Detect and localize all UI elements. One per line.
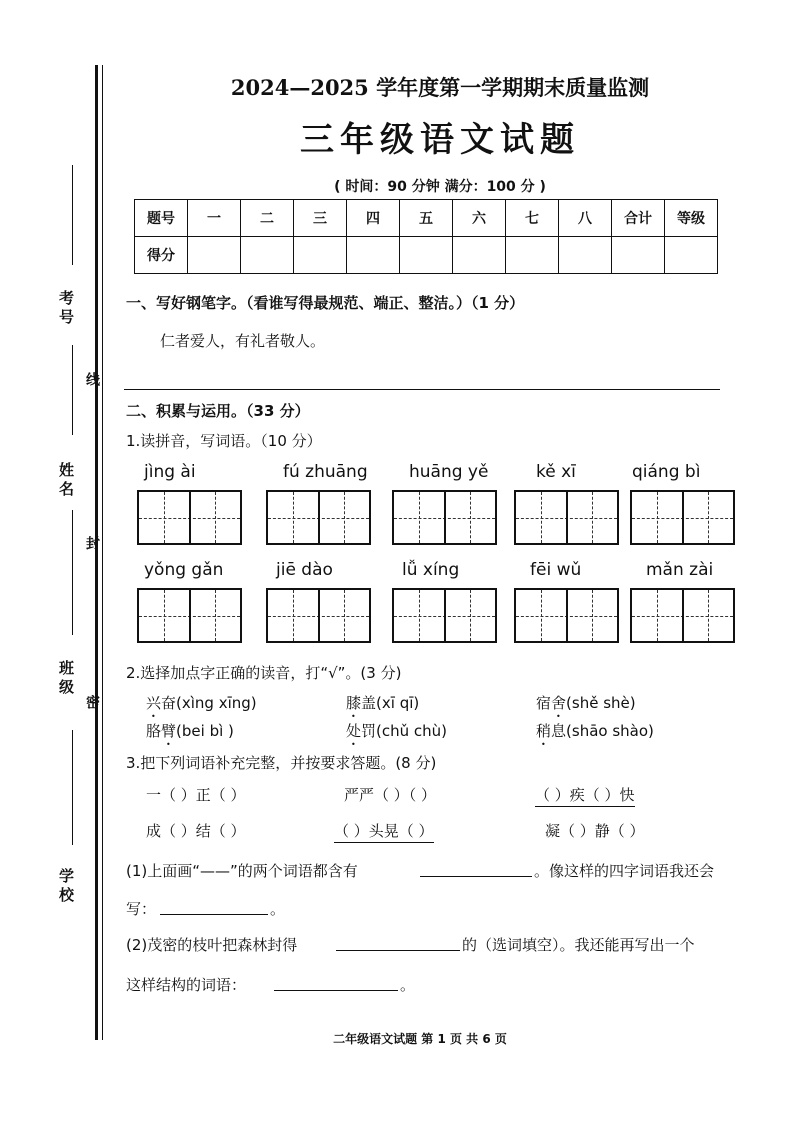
idiom-blank[interactable]: 成（ ）结（ ） xyxy=(146,822,246,840)
pinyin: fēi wǔ xyxy=(530,560,582,580)
q3-part1-write-label: 写： xyxy=(126,900,157,918)
q2-item[interactable]: 宿舍(shě shè) xyxy=(536,694,636,712)
score-header-cell: 七 xyxy=(506,200,559,237)
mark-line: 线 xyxy=(84,372,100,386)
q2-item[interactable]: 膝盖(xī qī) xyxy=(346,694,420,712)
score-header-cell: 合计 xyxy=(612,200,665,237)
q2-item[interactable]: 兴奋(xìng xīng) xyxy=(146,694,257,712)
score-header-cell: 五 xyxy=(400,200,453,237)
dotted-char: 处 xyxy=(346,722,362,740)
writing-grid[interactable] xyxy=(137,490,242,545)
score-table xyxy=(134,199,718,274)
q1-heading: 1.读拼音，写词语。（10 分） xyxy=(126,432,322,450)
answer-blank[interactable] xyxy=(274,990,398,991)
q3-part2-suffix: 的（选词填空）。我还能再写出一个 xyxy=(462,936,695,954)
exam-subject-title: 三年级语文试题 xyxy=(300,120,580,160)
pinyin: yǒng gǎn xyxy=(144,560,224,580)
dotted-char: 臂 xyxy=(161,722,177,740)
section1-copy-text: 仁者爱人，有礼者敬人。 xyxy=(160,332,326,350)
score-header-cell: 题号 xyxy=(135,200,188,237)
score-cell[interactable] xyxy=(559,237,612,274)
section1-heading: 一、写好钢笔字。（看谁写得最规范、端正、整洁。）（1 分） xyxy=(126,294,525,312)
score-cell[interactable] xyxy=(400,237,453,274)
writing-grid[interactable] xyxy=(392,490,497,545)
q3-part1-prefix: (1)上面画“——”的两个词语都含有 xyxy=(126,862,358,880)
q3-heading: 3.把下列词语补充完整，并按要求答题。(8 分) xyxy=(126,754,437,772)
pinyin: huāng yě xyxy=(409,462,489,482)
score-header-cell: 一 xyxy=(188,200,241,237)
score-cell[interactable] xyxy=(241,237,294,274)
writing-grid[interactable] xyxy=(514,490,619,545)
binding-line-thick xyxy=(95,65,98,1040)
score-cell[interactable] xyxy=(453,237,506,274)
mark-secret: 密 xyxy=(84,695,100,709)
writing-grid[interactable] xyxy=(137,588,242,643)
pinyin: kě xī xyxy=(536,462,576,482)
q3-part2-end: 。 xyxy=(400,976,416,994)
writing-grid[interactable] xyxy=(266,588,371,643)
binding-line-thin xyxy=(102,65,103,1040)
q3-part1-end: 。 xyxy=(270,900,286,918)
class-blank xyxy=(72,730,73,845)
score-header-cell: 八 xyxy=(559,200,612,237)
q2-item[interactable]: 处罚(chǔ chù) xyxy=(346,722,448,740)
score-table-score-row xyxy=(135,237,718,274)
q3-part2-prefix: (2)茂密的枝叶把森林封得 xyxy=(126,936,298,954)
q2-heading: 2.选择加点字正确的读音，打“√”。(3 分) xyxy=(126,664,402,682)
score-cell[interactable] xyxy=(347,237,400,274)
exam-period-title: 2024—2025 学年度第一学期期末质量监测 xyxy=(230,75,650,100)
q3-part1-suffix: 。像这样的四字词语我还会 xyxy=(534,862,715,880)
score-row-label: 得分 xyxy=(135,237,188,274)
score-cell[interactable] xyxy=(506,237,559,274)
idiom-blank[interactable]: 凝（ ）静（ ） xyxy=(545,822,645,840)
writing-grid[interactable] xyxy=(630,490,735,545)
pinyin: jiē dào xyxy=(276,560,333,580)
name-blank-top xyxy=(72,345,73,435)
score-header-cell: 四 xyxy=(347,200,400,237)
name-blank xyxy=(72,510,73,635)
name-label: 姓名 xyxy=(57,462,75,500)
writing-grid[interactable] xyxy=(266,490,371,545)
score-table-header-row xyxy=(135,200,718,237)
dotted-char: 稍 xyxy=(536,722,552,740)
writing-grid[interactable] xyxy=(514,588,619,643)
score-header-cell: 三 xyxy=(294,200,347,237)
pinyin: mǎn zài xyxy=(646,560,714,580)
q3-part2-write-label: 这样结构的词语： xyxy=(126,976,247,994)
score-cell[interactable] xyxy=(294,237,347,274)
pinyin: jìng ài xyxy=(144,462,196,482)
score-header-cell: 等级 xyxy=(665,200,718,237)
time-score-info: ( 时间：90 分钟 满分：100 分 ) xyxy=(334,179,546,195)
idiom-blank[interactable]: 一（ ）正（ ） xyxy=(146,786,246,804)
section2-heading: 二、积累与运用。（33 分） xyxy=(126,402,310,420)
dotted-char: 兴 xyxy=(146,694,162,712)
exam-no-label: 考号 xyxy=(57,290,75,328)
section1-writing-line[interactable] xyxy=(124,389,720,390)
exam-no-blank xyxy=(72,165,73,265)
idiom-blank-underlined[interactable]: （ ）头晃（ ） xyxy=(334,820,434,843)
pinyin: fú zhuāng xyxy=(283,462,368,482)
class-label: 班级 xyxy=(57,660,75,698)
pinyin: qiáng bì xyxy=(632,462,701,482)
score-cell[interactable] xyxy=(188,237,241,274)
school-label: 学校 xyxy=(57,868,75,906)
score-header-cell: 二 xyxy=(241,200,294,237)
idiom-blank-underlined[interactable]: （ ）疾（ ）快 xyxy=(535,784,635,807)
score-cell[interactable] xyxy=(665,237,718,274)
dotted-char: 舍 xyxy=(551,694,567,712)
writing-grid[interactable] xyxy=(630,588,735,643)
writing-grid[interactable] xyxy=(392,588,497,643)
q2-item[interactable]: 胳臂(bei bì ) xyxy=(146,722,234,740)
q2-item[interactable]: 稍息(shāo shào) xyxy=(536,722,654,740)
score-header-cell: 六 xyxy=(453,200,506,237)
answer-blank[interactable] xyxy=(420,876,532,877)
answer-blank[interactable] xyxy=(336,950,460,951)
score-cell[interactable] xyxy=(612,237,665,274)
dotted-char: 膝 xyxy=(346,694,362,712)
answer-blank[interactable] xyxy=(160,914,268,915)
idiom-blank[interactable]: 严严（ ）（ ） xyxy=(344,786,437,804)
page-footer: 二年级语文试题 第 1 页 共 6 页 xyxy=(333,1032,507,1046)
pinyin: lǚ xíng xyxy=(402,560,460,580)
mark-seal: 封 xyxy=(84,536,100,550)
